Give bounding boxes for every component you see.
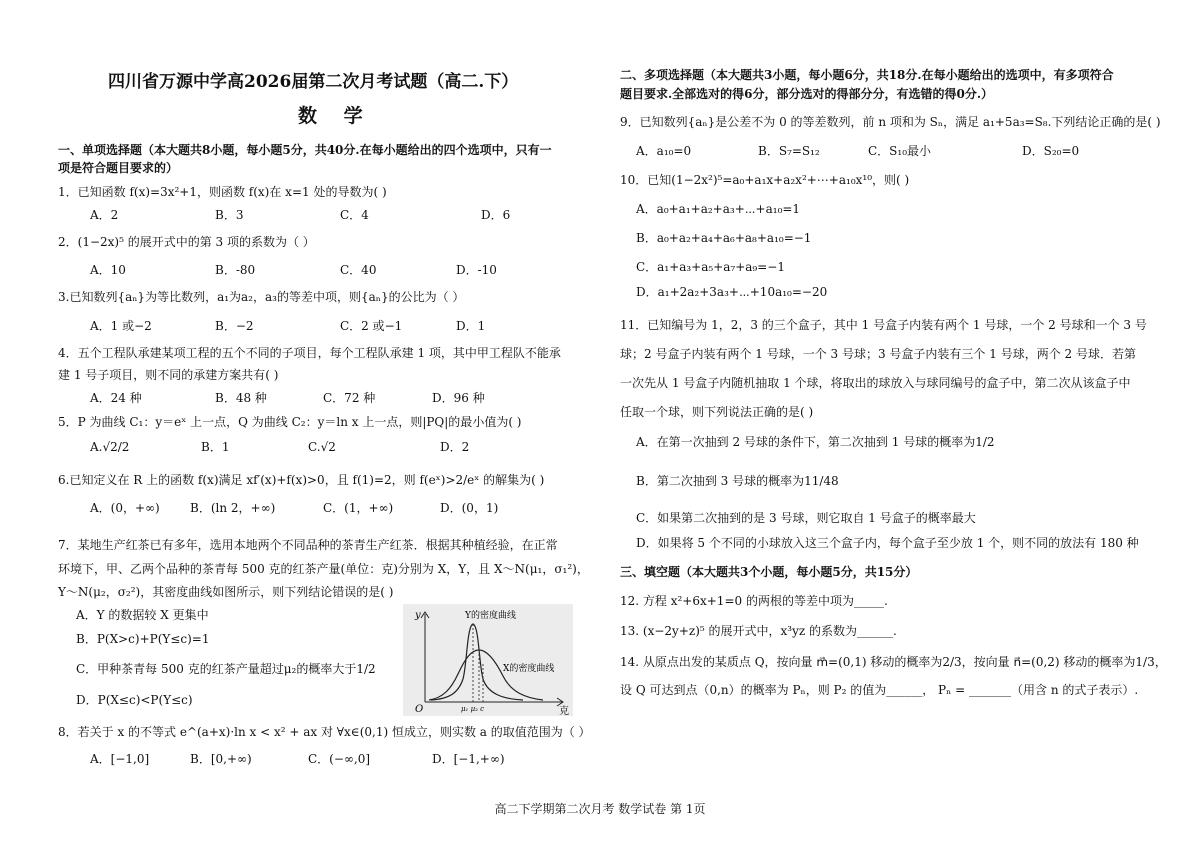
q3-stem: 3.已知数列{aₙ}为等比数列，a₁为a₂，a₃的等差中项，则{aₙ}的公比为（ ） xyxy=(58,290,465,304)
section-multi-choice-cont: 题目要求.全部选对的得6分，部分选对的得部分分，有选错的得0分.） xyxy=(620,87,994,101)
density-curve-figure xyxy=(403,604,573,716)
q11-line-4: 任取一个球，则下列说法正确的是( ) xyxy=(620,405,814,419)
fig-x-curve-label: X的密度曲线 xyxy=(503,664,555,674)
q11-line-1: 11．已知编号为 1，2，3 的三个盒子，其中 1 号盒子内装有两个 1 号球，一个 2 号球和一个 3 号 xyxy=(620,318,1147,332)
section-multi-choice: 二、多项选择题（本大题共3小题，每小题6分，共18分.在每小题给出的选项中，有多项符合 xyxy=(620,68,1114,82)
q11-line-2: 球；2 号盒子内装有两个 1 号球，一个 3 号球；3 号盒子内装有三个 1 号球，两个 2 号球．若第 xyxy=(620,347,1136,361)
q10-option-b: B．a₀+a₂+a₄+a₆+a₈+a₁₀=−1 xyxy=(636,231,812,245)
q10-stem: 10．已知(1−2x²)⁵=a₀+a₁x+a₂x²+⋯+a₁₀x¹⁰，则( ) xyxy=(620,173,910,187)
q7-option-a: A．Y 的数据较 X 更集中 xyxy=(76,608,209,622)
q12-text: 12. 方程 x²+6x+1=0 的两根的等差中项为_____. xyxy=(620,594,888,608)
q7-option-c: C．甲种茶青每 500 克的红茶产量超过μ₂的概率大于1/2 xyxy=(76,662,376,676)
q9-option-c: C．S₁₀最小 xyxy=(868,144,932,158)
q4-option-b: B．48 种 xyxy=(215,391,267,405)
q4-option-d: D．96 种 xyxy=(432,391,485,405)
q3-option-a: A．1 或−2 xyxy=(90,319,152,333)
section-fill-blank: 三、填空题（本大题共3个小题，每小题5分，共15分） xyxy=(620,565,918,579)
q9-option-d: D．S₂₀=0 xyxy=(1022,144,1080,158)
q7-line-1: 7．某地生产红茶已有多年，选用本地两个不同品种的茶青生产红茶．根据其种植经验，在正常 xyxy=(58,538,558,552)
q1-option-b: B．3 xyxy=(215,208,244,222)
exam-title: 四川省万源中学高2026届第二次月考试题（高二.下） xyxy=(108,72,519,92)
q7-line-2: 环境下，甲、乙两个品种的茶青每 500 克的红茶产量(单位：克)分别为 X，Y，且 X～N(μ₁，σ₁²)， xyxy=(58,562,589,576)
q1-option-c: C．4 xyxy=(340,208,369,222)
q11-line-3: 一次先从 1 号盒子内随机抽取 1 个球，将取出的球放入与球同编号的盒子中，第二次从该盒子中 xyxy=(620,376,1131,390)
fig-tick-labels: μ₁ μ₂ c xyxy=(461,705,485,713)
q6-option-a: A．(0，+∞) xyxy=(90,501,160,515)
exam-subject: 数 学 xyxy=(298,105,373,127)
q2-stem: 2．(1−2x)⁵ 的展开式中的第 3 项的系数为（ ） xyxy=(58,235,315,249)
q3-option-d: D．1 xyxy=(456,319,486,333)
q8-option-c: C．(−∞,0] xyxy=(308,752,371,766)
q11-option-b: B．第二次抽到 3 号球的概率为11/48 xyxy=(636,474,839,488)
q6-option-c: C．(1，+∞) xyxy=(323,501,394,515)
q7-option-b: B．P(X>c)+P(Y≤c)=1 xyxy=(76,632,210,646)
q4-option-a: A．24 种 xyxy=(90,391,142,405)
q3-option-c: C．2 或−1 xyxy=(340,319,403,333)
q11-option-a: A．在第一次抽到 2 号球的条件下，第二次抽到 1 号球的概率为1/2 xyxy=(636,435,995,449)
q8-option-d: D．[−1,+∞) xyxy=(432,752,505,766)
x-density-curve xyxy=(429,650,543,700)
q8-option-a: A．[−1,0] xyxy=(90,752,150,766)
q14-line-1: 14. 从原点出发的某质点 Q，按向量 m⃗=(0,1) 移动的概率为2/3，按向量 n⃗=(0,2) 移动的概率为1/3， xyxy=(620,655,1167,669)
section-single-choice: 一、单项选择题（本大题共8小题，每小题5分，共40分.在每小题给出的四个选项中，只有一 xyxy=(58,143,552,157)
q5-option-a: A.√2/2 xyxy=(90,440,130,454)
fig-y-curve-label: Y的密度曲线 xyxy=(465,611,516,621)
q11-option-d: D．如果将 5 个不同的小球放入这三个盒子内，每个盒子至少放 1 个，则不同的放法有 180 种 xyxy=(636,536,1139,550)
q11-option-c: C．如果第二次抽到的是 3 号球，则它取自 1 号盒子的概率最大 xyxy=(636,511,976,525)
q5-option-b: B．1 xyxy=(201,440,230,454)
fig-y-label: y xyxy=(415,610,421,621)
q10-option-d: D．a₁+2a₂+3a₃+⋯+10a₁₀=−20 xyxy=(636,285,828,299)
q14-line-2: 设 Q 可达到点（0,n）的概率为 Pₙ，则 P₂ 的值为______， Pₙ = _______（用含 n 的式子表示）. xyxy=(620,683,1139,697)
y-density-curve xyxy=(431,624,523,700)
q6-option-d: D．(0，1) xyxy=(440,501,499,515)
q10-option-c: C．a₁+a₃+a₅+a₇+a₉=−1 xyxy=(636,260,785,274)
q10-option-a: A．a₀+a₁+a₂+a₃+⋯+a₁₀=1 xyxy=(636,202,801,216)
q9-option-b: B．S₇=S₁₂ xyxy=(758,144,820,158)
page-footer: 高二下学期第二次月考 数学试卷 第 1页 xyxy=(494,802,706,816)
q8-option-b: B．[0,+∞) xyxy=(190,752,252,766)
q5-stem: 5．P 为曲线 C₁：y＝eˣ 上一点，Q 为曲线 C₂：y＝ln x 上一点，则|PQ|的最小值为( ) xyxy=(58,415,522,429)
q2-option-b: B．-80 xyxy=(215,263,256,277)
q4-stem-cont: 建 1 号子项目，则不同的承建方案共有( ) xyxy=(58,368,279,382)
density-curve-plot xyxy=(403,604,573,716)
q5-option-d: D．2 xyxy=(440,440,470,454)
q7-line-3: Y～N(μ₂，σ₂²)，其密度曲线如图所示，则下列结论错误的是( ) xyxy=(58,585,394,599)
q5-option-c: C.√2 xyxy=(308,440,336,454)
q6-stem: 6.已知定义在 R 上的函数 f(x)满足 xf′(x)+f(x)>0，且 f(1)=2，则 f(eˣ)>2/eˣ 的解集为( ) xyxy=(58,473,545,487)
q4-option-c: C．72 种 xyxy=(323,391,376,405)
q7-option-d: D．P(X≤c)<P(Y≤c) xyxy=(76,693,193,707)
q1-stem: 1．已知函数 f(x)=3x²+1，则函数 f(x)在 x=1 处的导数为( ) xyxy=(58,185,387,199)
q9-stem: 9．已知数列{aₙ}是公差不为 0 的等差数列，前 n 项和为 Sₙ，满足 a₁+5a₃=S₈.下列结论正确的是( ) xyxy=(620,115,1161,129)
q6-option-b: B．(ln 2，+∞) xyxy=(190,501,276,515)
q8-stem: 8．若关于 x 的不等式 e^(a+x)·ln x < x² + ax 对 ∀x∈(0,1) 恒成立，则实数 a 的取值范围为（ ） xyxy=(58,725,591,739)
q3-option-b: B．−2 xyxy=(215,319,254,333)
q2-option-d: D．-10 xyxy=(456,263,497,277)
fig-origin-label: O xyxy=(415,704,424,715)
section-single-choice-cont: 项是符合题目要求的） xyxy=(58,161,179,175)
q4-stem: 4．五个工程队承建某项工程的五个不同的子项目，每个工程队承建 1 项，其中甲工程队不能承 xyxy=(58,346,561,360)
q13-text: 13. (x−2y+z)⁵ 的展开式中，x³yz 的系数为______. xyxy=(620,624,897,638)
q1-option-a: A．2 xyxy=(90,208,119,222)
q9-option-a: A．a₁₀=0 xyxy=(636,144,692,158)
fig-unit-label: 克 xyxy=(559,706,569,716)
q2-option-c: C．40 xyxy=(340,263,377,277)
q1-option-d: D．6 xyxy=(481,208,511,222)
q2-option-a: A．10 xyxy=(90,263,126,277)
